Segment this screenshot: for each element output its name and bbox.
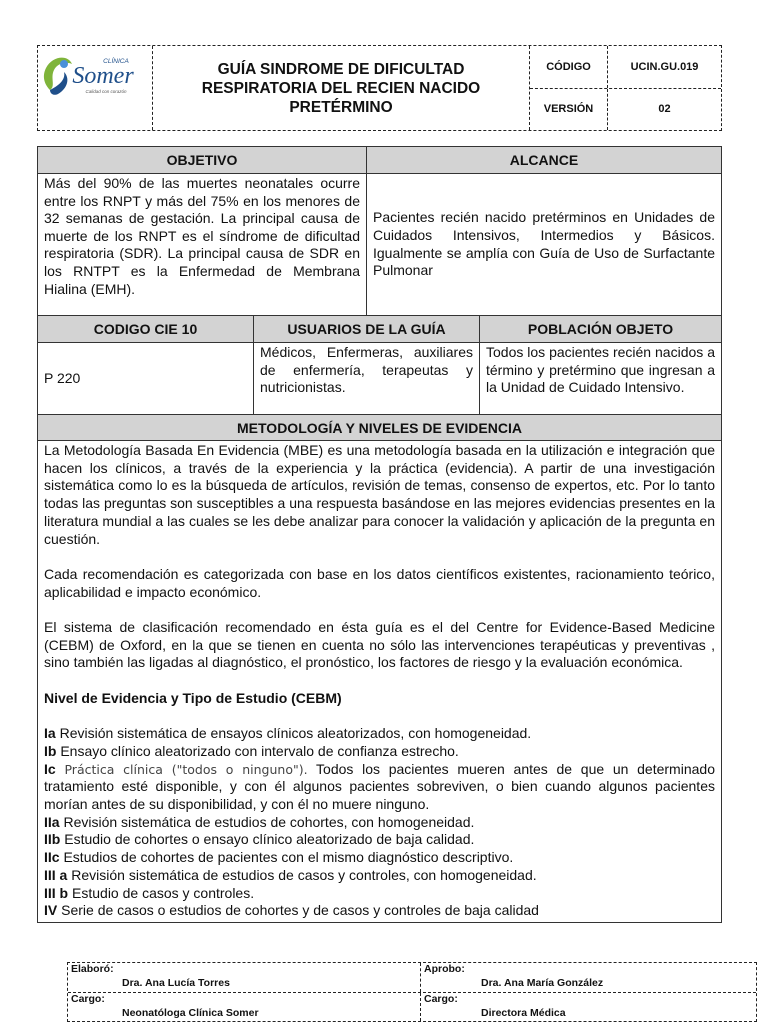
logo-cell [38,46,153,130]
objetivo-alcance-header-row [38,147,721,173]
aprobo-value: Dra. Ana María González [481,977,604,989]
method-heading: METODOLOGÍA Y NIVELES DE EVIDENCIA [38,415,721,440]
code-value: UCIN.GU.019 [630,60,699,73]
method-paragraph-1: La Metodología Basada En Evidencia (MBE) es una metodología basada en la utilización e integración que hacen los clínicos, a través de la experiencia y la práctica (evidencia). A partir de una investigación sistemática como lo es la búsqueda de artículos, revisión de temas, consenso de expertos, etc. Por lo tanto todas las preguntas son susceptibles a una respuesta basándose en las mejores evidencias presentes en la literatura mundial a las cuales se les debe analizar para conocer la validación y aplicación de la pregunta en cuestión. [44,442,715,547]
document-header [37,45,722,131]
evidence-level-iib: IIb Estudio de cohortes o ensayo clínico aleatorizado de baja calidad. [44,831,475,848]
footer-row-roles [68,992,756,1021]
code-version-block [530,46,721,130]
cargo1-cell [68,993,420,1021]
cie-cell [38,343,253,414]
method-body [38,441,721,922]
method-paragraph-2: Cada recomendación es categorizada con base en los datos científicos existentes, racionamiento teórico, aplicabilidad e impacto económico. [44,565,715,600]
objetivo-alcance-row [38,173,721,315]
evidence-level-ib: Ib Ensayo clínico aleatorizado con intervalo de confianza estrecho. [44,742,459,759]
elaboro-cell [68,963,420,992]
aprobo-cell [420,963,756,992]
clinic-somer-logo [38,46,151,130]
cargo2-label: Cargo: [424,993,458,1005]
signature-footer [67,962,757,1022]
version-value: 02 [658,103,671,116]
poblacion-text: Todos los pacientes recién nacidos a término y pretérmino que ingresan a la Unidad de Cuidado Intensivo. [479,343,721,414]
cargo2-cell [420,993,756,1021]
cie-usuarios-row [38,342,721,414]
code-row [530,46,721,88]
code-label: CÓDIGO [530,46,608,88]
method-paragraph-3: El sistema de clasificación recomendado en ésta guía es el del Centre for Evidence-Based Medicine (CEBM) de Oxford, en la que se tienen en cuenta no sólo las intervenciones terapéuticas y preventivas , sino también las ligadas al diagnóstico, el pronóstico, los factores de riesgo y la evaluación económica. [44,619,715,671]
elaboro-label: Elaboró: [71,963,114,975]
cargo1-label: Cargo: [71,993,105,1005]
version-row [530,88,721,131]
evidence-level-iv: IV Serie de casos o estudios de cohortes y de casos y controles de baja calidad [44,902,539,919]
evidence-subtitle: Nivel de Evidencia y Tipo de Estudio (CEBM) [44,689,342,706]
logo-tagline: Calidad con corazón [85,89,127,94]
cie-usuarios-header-row [38,315,721,342]
elaboro-value: Dra. Ana Lucía Torres [122,977,230,989]
evidence-level-ic: Ic Práctica clínica ("todos o ninguno"). Todos los pacientes mueren antes de que un determinado tratamiento esté disponible, y con él algunos pacientes sobreviven, o bien cuando algunos pacientes morían antes de su disponibilidad, y con él no muere ninguno. [44,760,715,812]
cie-value: P 220 [44,369,81,386]
alcance-text: Pacientes recién nacido pretérminos en Unidades de Cuidados Intensivos, Intermedios y Básicos. Igualmente se amplía con Guía de Uso de Surfactante Pulmonar [373,209,715,279]
alcance-heading: ALCANCE [366,147,721,173]
cargo2-value: Directora Médica [481,1007,566,1019]
objetivo-text: Más del 90% de las muertes neonatales ocurre entre los RNPT y más del 75% en los menores de 32 semanas de gestación. La principal causa de muerte de los RNPT es el síndrome de dificultad respiratoria (SDR). La principal causa de SDR en los RNTPT es la Enfermedad de Membrana Hialina (EMH). [44,175,360,297]
footer-row-authors [68,963,756,992]
aprobo-label: Aprobo: [424,963,465,975]
evidence-level-iia: IIa Revisión sistemática de estudios de cohortes, con homogeneidad. [44,813,475,830]
logo-brand-small: CLÍNICA [103,58,129,65]
objetivo-heading: OBJETIVO [38,147,366,173]
document-title: GUÍA SINDROME DE DIFICULTAD RESPIRATORIA DEL RECIEN NACIDO PRETÉRMINO [153,46,530,130]
usuarios-text: Médicos, Enfermeras, auxiliares de enfermería, terapeutas y nutricionistas. [253,343,479,414]
poblacion-heading: POBLACIÓN OBJETO [479,316,721,342]
evidence-level-ia: Ia Revisión sistemática de ensayos clínicos aleatorizados, con homogeneidad. [44,725,532,742]
method-header-row [38,414,721,440]
cie-heading: CODIGO CIE 10 [38,316,253,342]
version-label: VERSIÓN [530,89,608,131]
evidence-level-iic: IIc Estudios de cohortes de pacientes con el mismo diagnóstico descriptivo. [44,849,514,866]
method-body-row [38,440,721,922]
evidence-level-iiib: III b Estudio de casos y controles. [44,884,255,901]
guide-table [37,146,722,923]
cargo1-value: Neonatóloga Clínica Somer [122,1007,259,1019]
alcance-cell [366,174,721,315]
logo-brand: Somer [72,63,134,89]
evidence-level-iiia: III a Revisión sistemática de estudios de casos y controles, con homogeneidad. [44,866,537,883]
usuarios-heading: USUARIOS DE LA GUÍA [253,316,479,342]
